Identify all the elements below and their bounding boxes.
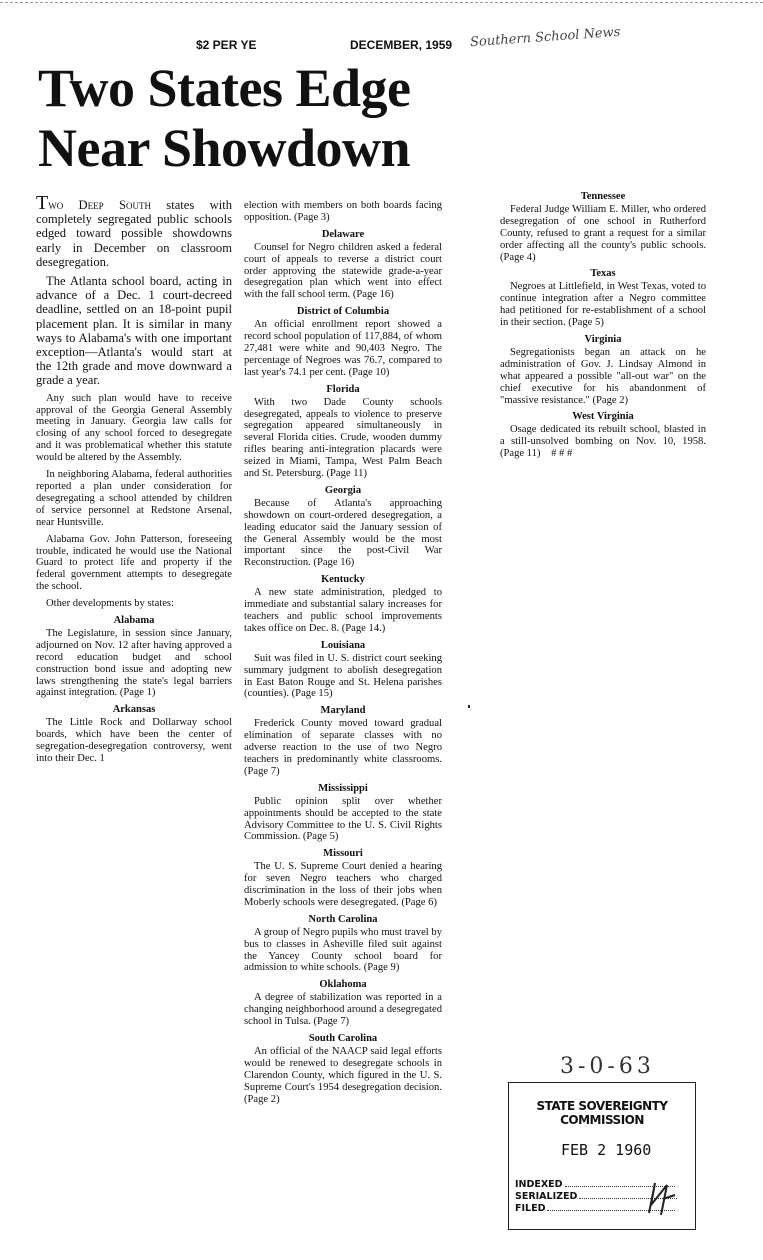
state-heading-arkansas: Arkansas — [112, 704, 156, 716]
lead-text: states with completely segregated public schools edged toward possible showdowns early in December on classroom desegregation. — [36, 198, 232, 269]
state-paragraph-virginia: Segregationists began an attack on he administration of Gov. J. Lindsay Almond in what appeared a possible "all-out war" on the chief executive for his abandonment of "massive resistance." (Page 2) — [500, 346, 706, 406]
state-heading-north-carolina: North Carolina — [308, 913, 378, 925]
state-paragraph-maryland: Frederick County moved toward gradual elimination of separate classes with no adverse reaction to the use of two Negro teachers in predominantly white classrooms. (Page 7) — [244, 718, 442, 777]
lead-paragraph — [36, 192, 232, 269]
stamp-filed-label: FILED — [515, 1203, 546, 1214]
state-paragraph-south-carolina: An official of the NAACP said legal efforts would be renewed to desegregate schools in Clarendon County, which figured in the U. S. Supreme Court's 1954 desegregation decision. (Page 2) — [244, 1045, 442, 1105]
speck — [468, 705, 470, 708]
article-column-3 — [500, 187, 706, 465]
state-heading-oklahoma: Oklahoma — [319, 979, 367, 991]
state-heading-georgia: Georgia — [324, 484, 362, 496]
article-column-2 — [244, 200, 442, 1110]
stamp-indexed-label: INDEXED — [515, 1179, 563, 1190]
paragraph: The Atlanta school board, acting in advance of a Dec. 1 court-decreed deadline, settled on an 18-point pupil placement plan. It is similar in many ways to Alabama's with one important exception—Atlanta's would start at the 12th grade and move downward a grade a year. — [36, 274, 232, 388]
commission-stamp — [508, 1082, 696, 1230]
state-paragraph-tennessee: Federal Judge William E. Miller, who ordered desegregation of one school in Rutherford County, refused to grant a request for a similar order affecting all the county's public schools. (Page 4) — [500, 203, 706, 263]
west-virginia-text: Osage dedicated its rebuilt school, blasted in a still-unsolved bombing on Nov. 10, 1958. (Page 11) — [500, 424, 706, 460]
state-paragraph-dc: An official enrollment report showed a record school population of 117,884, of whom 27,481 were white and 90,403 Negro. The percentage of Negroes was 76.7, compared to last year's 74.1 per cent. (Page 10) — [244, 319, 442, 378]
state-paragraph-west-virginia — [500, 424, 706, 460]
state-heading-kentucky: Kentucky — [321, 574, 365, 586]
drop-cap: T — [36, 192, 49, 214]
state-paragraph-georgia: Because of Atlanta's approaching showdown on court-ordered desegregation, a leading educator said the January session of the General Assembly would be the most important since the post-Civil War Reconstruction. (Page 16) — [244, 497, 442, 569]
state-paragraph-north-carolina: A group of Negro pupils who must travel by bus to classes in Asheville filed suit against the Yancey County school board for admission to white schools. (Page 9) — [244, 926, 442, 974]
top-rule — [0, 2, 763, 3]
state-heading-west-virginia: West Virginia — [572, 411, 634, 423]
paragraph-continuation: election with members on both boards facing opposition. (Page 3) — [244, 200, 442, 223]
state-heading-tennessee: Tennessee — [580, 191, 626, 202]
state-paragraph-florida: With two Dade County schools desegregated, appeals to violence to preserve segregation appeared simultaneously in several Florida cities. Crude, wooden dummy rifles bearing anti-integration placards were seized in Miami, Tampa, West Palm Beach and St. Petersburg. (Page 11) — [244, 396, 442, 480]
stamp-serialized-label: SERIALIZED — [515, 1191, 578, 1202]
state-heading-texas: Texas — [590, 268, 616, 280]
lead-smallcaps-1: wo — [48, 198, 64, 212]
state-paragraph-oklahoma: A degree of stabilization was reported in a changing neighborhood around a desegregated school in Tulsa. (Page 7) — [244, 992, 442, 1028]
state-heading-alabama: Alabama — [113, 615, 155, 627]
paragraph: Any such plan would have to receive approval of the Georgia General Assembly meeting in January. Georgia law calls for closing of any school forced to desegregate and it was problematical whether this statute would be altered by the Assembly. — [36, 392, 232, 464]
state-heading-south-carolina: South Carolina — [308, 1033, 378, 1044]
paragraph: In neighboring Alabama, federal authorities reported a plan under consideration for desegregating a school attended by children of service personnel at Redstone Arsenal, near Huntsville. — [36, 469, 232, 528]
state-paragraph-mississippi: Public opinion split over whether appointments should be accepted to the state Advisory Committee to the U. S. Civil Rights Commission. (Page 5) — [244, 795, 442, 843]
paragraph: Other developments by states: — [46, 598, 174, 610]
state-heading-dc: District of Columbia — [296, 306, 390, 318]
state-heading-maryland: Maryland — [320, 705, 366, 717]
state-heading-delaware: Delaware — [321, 228, 365, 240]
article-column-1 — [36, 192, 232, 770]
state-heading-missouri: Missouri — [323, 848, 363, 860]
state-paragraph-delaware: Counsel for Negro children asked a federal court of appeals to reverse a district court order approving the statewide grade-a-year desegregation plan which went into effect with the fall school term. (Page 16) — [244, 241, 442, 301]
end-mark: # # # — [551, 448, 573, 460]
state-heading-florida: Florida — [326, 383, 360, 395]
stamp-date: FEB 2 1960 — [561, 1141, 652, 1159]
headline-line-2: Near Showdown — [38, 118, 411, 178]
headline-line-1: Two States Edge — [38, 58, 411, 118]
stamp-handwritten-number: 3-0-63 — [560, 1054, 655, 1079]
paragraph: Alabama Gov. John Patterson, foreseeing trouble, indicated he would use the National Guard to protect life and property if the federal government attempts to desegregate the school. — [36, 533, 232, 593]
stamp-title: STATE SOVEREIGNTY COMMISSION — [536, 1099, 668, 1127]
headline — [38, 58, 468, 178]
state-heading-mississippi: Mississippi — [318, 782, 368, 794]
state-paragraph-arkansas: The Little Rock and Dollarway school boards, which have been the center of segregation-desegregation controversy, went into their Dec. 1 — [36, 717, 232, 765]
handwritten-source-note: Southern School News — [469, 24, 621, 51]
state-paragraph-alabama: The Legislature, in session since January, adjourned on Nov. 12 after having approved a record education budget and school construction bond issue and adopting new laws strengthening the state's legal barriers against integration. (Page 1) — [36, 627, 232, 699]
masthead-date: DECEMBER, 1959 — [350, 38, 453, 52]
state-heading-louisiana: Louisiana — [320, 639, 366, 651]
state-paragraph-louisiana: Suit was filed in U. S. district court seeking summary judgment to abolish desegregation in East Baton Rouge and St. Helena parishes (counties). (Page 15) — [244, 652, 442, 700]
signature-mark — [641, 1175, 681, 1219]
state-heading-virginia: Virginia — [584, 333, 622, 345]
state-paragraph-missouri: The U. S. Supreme Court denied a hearing for seven Negro teachers who charged discrimination in the loss of their jobs when Moberly schools were desegregated. (Page 6) — [244, 861, 442, 908]
masthead-price: $2 PER YE — [196, 38, 257, 52]
state-paragraph-texas: Negroes at Littlefield, in West Texas, voted to continue integration after a Negro committee had petitioned for re-establishment of a school in their section. (Page 5) — [500, 281, 706, 329]
lead-smallcaps-2: Deep South — [78, 198, 151, 212]
state-paragraph-kentucky: A new state administration, pledged to immediate and substantial salary increases for teachers and public school improvements takes office on Dec. 8. (Page 14.) — [244, 587, 442, 634]
